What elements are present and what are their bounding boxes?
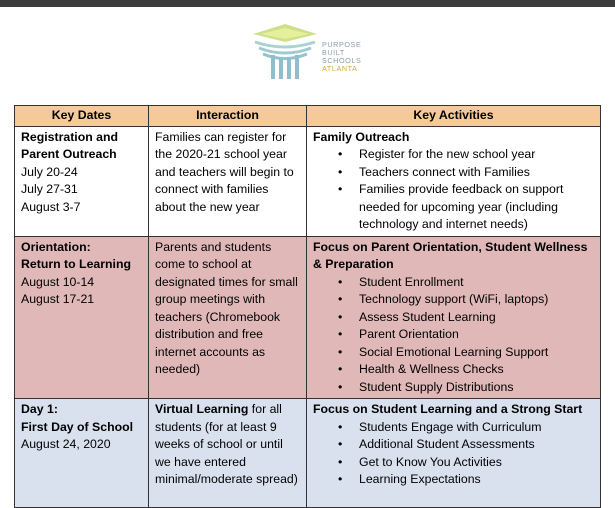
list-item: • Register for the new school year [313, 146, 594, 164]
activities-title: Focus on Parent Orientation, Student Wellness & Preparation [313, 239, 588, 271]
logo-line: PURPOSE [322, 40, 362, 49]
header-interaction: Interaction [149, 106, 307, 127]
table-row [15, 399, 601, 508]
key-activities-cell [307, 399, 601, 508]
key-dates-cell [15, 399, 149, 508]
logo-line: ATLANTA [322, 64, 358, 73]
list-item: • Technology support (WiFi, laptops) [313, 291, 594, 309]
date-range: July 20-24 [21, 164, 78, 179]
top-border-bar [0, 0, 615, 7]
date-range: August 3-7 [21, 199, 81, 214]
header-key-activities: Key Activities [307, 106, 601, 127]
list-item: • Families provide feedback on support needed for upcoming year (including technology and internet needs) [313, 181, 594, 234]
list-item: • Student Supply Distributions [313, 379, 594, 397]
list-item: • Additional Student Assessments [313, 436, 594, 454]
table-header-row [15, 106, 601, 127]
activities-title: Focus on Student Learning and a Strong Start [313, 402, 583, 416]
header-key-dates: Key Dates [15, 106, 149, 127]
list-item: • Get to Know You Activities [313, 454, 594, 472]
interaction-text: for all students (for at least 9 weeks of school or until we have entered minimal/moderate spread) [155, 402, 298, 486]
interaction-cell [149, 236, 307, 399]
key-dates-cell [15, 236, 149, 399]
interaction-text: Families can register for the 2020-21 school year and teachers will begin to connect with families about the new year [155, 129, 294, 214]
phase-title: Return to Learning [21, 257, 131, 271]
table-row [15, 236, 601, 399]
interaction-text: Parents and students come to school at designated times for small group meetings with teachers (Chromebook distribution and free internet accounts as needed) [155, 239, 298, 376]
purpose-built-schools-logo [249, 22, 379, 82]
interaction-cell [149, 399, 307, 508]
key-dates-table [14, 105, 601, 508]
logo-line: BUILT [322, 48, 345, 57]
activities-list [313, 274, 594, 397]
phase-title: Parent Outreach [21, 147, 117, 161]
list-item: • Teachers connect with Families [313, 164, 594, 182]
phase-title: Day 1: [21, 402, 58, 416]
list-item: • Parent Orientation [313, 326, 594, 344]
activities-title: Family Outreach [313, 129, 410, 144]
date-range: August 24, 2020 [21, 437, 111, 451]
date-range: August 10-14 [21, 274, 95, 289]
list-item: • Students Engage with Curriculum [313, 419, 594, 437]
activities-list [313, 419, 594, 489]
logo-wordmark [322, 41, 361, 73]
list-item: • Learning Expectations [313, 471, 594, 489]
date-range: July 27-31 [21, 182, 78, 196]
key-activities-cell [307, 126, 601, 236]
key-activities-cell [307, 236, 601, 399]
graduation-cap-icon [249, 22, 321, 82]
interaction-bold-text: Virtual Learning [155, 402, 249, 416]
phase-title: First Day of School [21, 419, 134, 434]
list-item: • Assess Student Learning [313, 309, 594, 327]
date-range: August 17-21 [21, 292, 95, 306]
table-row [15, 126, 601, 236]
activities-list [313, 146, 594, 234]
interaction-cell [149, 126, 307, 236]
list-item: • Social Emotional Learning Support [313, 344, 594, 362]
logo-line: SCHOOLS [322, 56, 362, 65]
phase-title: Orientation: [21, 239, 91, 254]
key-dates-cell [15, 126, 149, 236]
list-item: • Student Enrollment [313, 274, 594, 292]
phase-title: Registration and [21, 129, 119, 144]
list-item: • Health & Wellness Checks [313, 361, 594, 379]
